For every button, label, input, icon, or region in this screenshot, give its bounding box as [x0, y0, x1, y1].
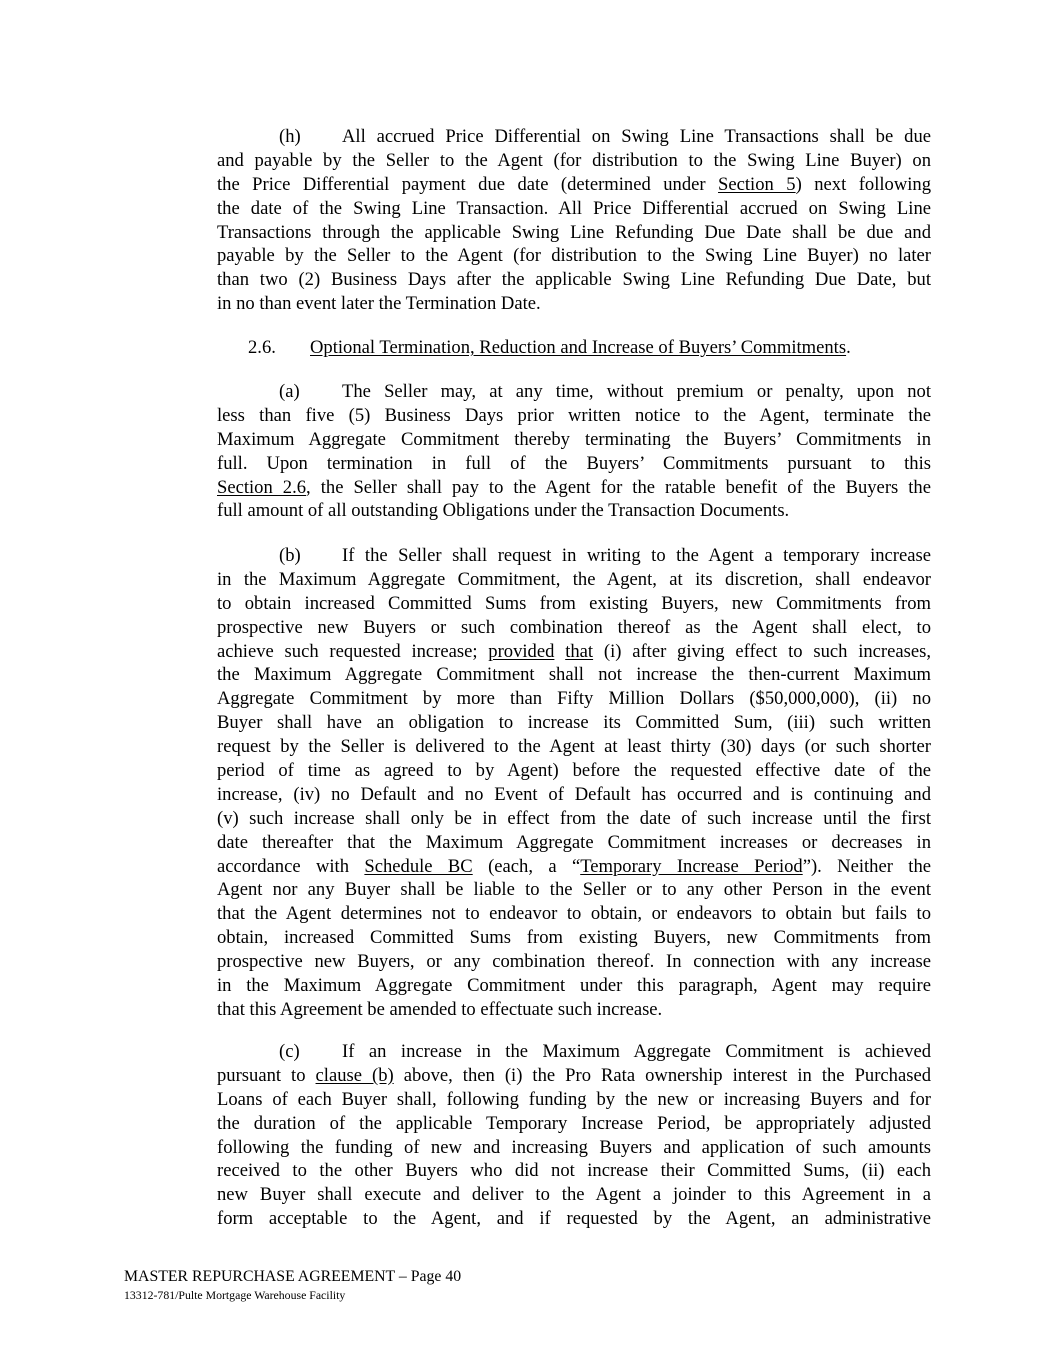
text-line: (c) If an increase in the Maximum Aggregate Commitment is achieved — [279, 1041, 931, 1062]
text-line: obtain, increased Committed Sums from existing Buyers, new Commitments from — [217, 927, 931, 949]
text-line: increase, (iv) no Default and no Event of Default has occurred and is continuing and — [217, 783, 931, 805]
text-line: that the Agent determines not to endeavor to obtain, or endeavors to obtain but fails to — [217, 903, 931, 925]
text-line: Maximum Aggregate Commitment thereby terminating the Buyers’ Commitments in — [217, 428, 931, 450]
text-line: new Buyer shall execute and deliver to the Agent a joinder to this Agreement in a — [217, 1184, 931, 1206]
emphasis-that: that — [565, 640, 594, 662]
text-line: request by the Seller is delivered to the Agent at least thirty (30) days (or such shorter — [217, 736, 931, 758]
text-line: that this Agreement be amended to effectuate such increase. — [217, 998, 663, 1020]
text-line: Transactions through the applicable Swing Line Refunding Due Date shall be due and — [217, 221, 931, 243]
text-line: Agent nor any Buyer shall be liable to the Seller or to any other Person in the event — [217, 879, 931, 901]
text-line: and payable by the Seller to the Agent (for distribution to the Swing Line Buyer) on — [217, 149, 931, 171]
cross-reference-link[interactable]: Section 5 — [718, 173, 796, 195]
text-line: in the Maximum Aggregate Commitment, the Agent, at its discretion, shall endeavor — [217, 568, 931, 590]
text-line: period of time as agreed to by Agent) before the requested effective date of the — [217, 760, 931, 782]
text-line: less than five (5) Business Days prior written notice to the Agent, terminate the — [217, 404, 931, 426]
section-number: 2.6. — [248, 337, 276, 358]
text-line: (b) If the Seller shall request in writing to the Agent a temporary increase — [279, 545, 931, 566]
text-line: Loans of each Buyer shall, following funding by the new or increasing Buyers and for — [217, 1088, 931, 1110]
text-line: to obtain increased Committed Sums from existing Buyers, new Commitments from — [217, 592, 931, 614]
cross-reference-link[interactable]: Section 2.6 — [217, 476, 307, 498]
section-heading: 2.6. Optional Termination, Reduction and Increase of Buyers’ Commitments. — [248, 337, 851, 358]
text-line: received to the other Buyers who did not increase their Committed Sums, (ii) each — [217, 1160, 931, 1182]
footer-title: MASTER REPURCHASE AGREEMENT – Page 40 — [124, 1268, 462, 1285]
paragraph-label: (b) — [279, 545, 301, 566]
section-title: Optional Termination, Reduction and Increase of Buyers’ Commitments — [310, 337, 847, 358]
paragraph-h — [217, 125, 931, 316]
text-line: date thereafter that the Maximum Aggregate Commitment increases or decreases in — [217, 831, 931, 853]
paragraph-label: (c) — [279, 1041, 300, 1062]
cross-reference-link[interactable]: Schedule BC — [364, 855, 473, 877]
text-line: the duration of the applicable Temporary Increase Period, be appropriately adjusted — [217, 1112, 931, 1134]
text-line: Section 2.6, the Seller shall pay to the Agent for the ratable benefit of the Buyers the — [217, 476, 931, 498]
cross-reference-link[interactable]: clause (b) — [315, 1064, 394, 1086]
text-line: (v) such increase shall only be in effect from the date of such increase until the first — [217, 807, 931, 829]
text-line: following the funding of new and increasing Buyers and application of such amounts — [217, 1136, 931, 1158]
text-line: Buyer shall have an obligation to increase its Committed Sum, (iii) such written — [217, 712, 931, 734]
text-line: full. Upon termination in full of the Buyers’ Commitments pursuant to this — [217, 452, 931, 474]
text-line: Aggregate Commitment by more than Fifty Million Dollars ($50,000,000), (ii) no — [217, 688, 931, 710]
text-line: (h) All accrued Price Differential on Swing Line Transactions shall be due — [279, 126, 931, 147]
text-line: in no than event later the Termination Date. — [217, 293, 541, 315]
emphasis-provided: provided — [488, 640, 555, 662]
text-line: (a) The Seller may, at any time, without premium or penalty, upon not — [279, 381, 931, 402]
text-line: than two (2) Business Days after the applicable Swing Line Refunding Due Date, but — [217, 269, 931, 291]
text-line: full amount of all outstanding Obligations under the Transaction Documents. — [217, 500, 790, 522]
text-line: form acceptable to the Agent, and if requested by the Agent, an administrative — [217, 1208, 931, 1230]
text-line: prospective new Buyers, or any combination thereof. In connection with any increase — [217, 951, 931, 973]
paragraph-c — [217, 1040, 931, 1231]
text-line: accordance with Schedule BC (each, a “Temporary Increase Period”). Neither the — [217, 855, 931, 877]
text-line: in the Maximum Aggregate Commitment under this paragraph, Agent may require — [217, 975, 931, 997]
paragraph-b — [217, 544, 931, 1022]
paragraph-label: (a) — [279, 381, 300, 402]
defined-term: Temporary Increase Period — [580, 855, 803, 877]
text-line: prospective new Buyers or such combination thereof as the Agent shall elect, to — [217, 616, 931, 638]
footer-subtitle: 13312-781/Pulte Mortgage Warehouse Facility — [124, 1288, 346, 1302]
text-line: pursuant to clause (b) above, then (i) the Pro Rata ownership interest in the Purchased — [217, 1064, 931, 1086]
text-line: achieve such requested increase; provided that (i) after giving effect to such increases, — [217, 640, 931, 662]
paragraph-label: (h) — [279, 126, 301, 147]
text-line: the Price Differential payment due date (determined under Section 5) next following — [217, 173, 932, 195]
text-line: payable by the Seller to the Agent (for distribution to the Swing Line Buyer) no later — [217, 245, 931, 267]
paragraph-a — [217, 380, 931, 523]
text-line: the date of the Swing Line Transaction. All Price Differential accrued on Swing Line — [217, 197, 931, 219]
text-line: the Maximum Aggregate Commitment shall not increase the then-current Maximum — [217, 664, 931, 686]
